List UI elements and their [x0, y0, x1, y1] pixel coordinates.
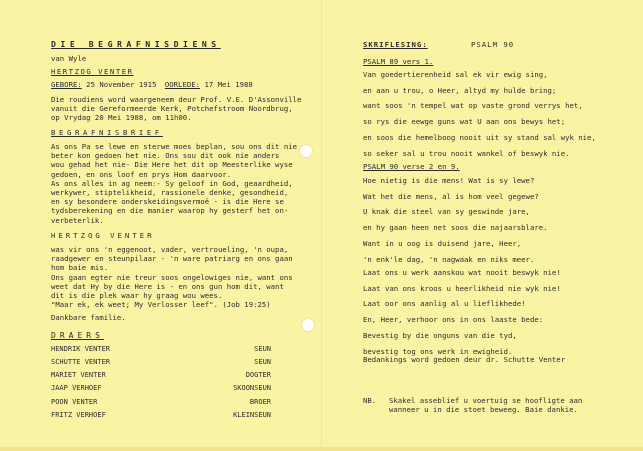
- verse-line: so seker sal u trou nooit wankel of beswyk nie.: [363, 148, 570, 158]
- text-line: op Vrydag 20 Mei 1988, om 11h00.: [51, 113, 192, 123]
- bearer-name: HENDRIK VENTER: [51, 345, 111, 353]
- text-line: wou gehad het nie- Die Here het dit op Meesterlike wyse: [51, 160, 293, 170]
- psalm2-verse-continued: [363, 265, 561, 359]
- psalm2-verse: [363, 173, 548, 267]
- reading-value: PSALM 90: [471, 40, 515, 49]
- text-line: hom baie mis.: [51, 263, 109, 273]
- verse-line: en hy gaan heen net soos die najaarsblare.: [363, 223, 548, 233]
- text-line: weet dat Hy by die Here is - en ons gun hom dit, want: [51, 281, 284, 291]
- psalm1-verse: [363, 67, 596, 161]
- bearer-name: POON VENTER: [51, 398, 98, 406]
- letter-paragraph: [51, 142, 297, 225]
- bearer-relation: SEUN: [254, 345, 271, 353]
- verse-line: Laat ons u werk aanskou wat nooit beswyk nie!: [363, 268, 561, 277]
- bearer-name: FRITZ VERHOEF: [51, 411, 106, 419]
- bearer-relation: SKOONSEUN: [233, 384, 271, 392]
- bearer-name: SCHUTTE VENTER: [51, 358, 111, 366]
- punch-hole: [302, 319, 314, 331]
- text-line: werkywer, stiptelikheid, rassionele denke, gesondheid,: [51, 188, 289, 198]
- text-line: verbeterlik.: [51, 215, 104, 225]
- tribute-paragraph: [51, 245, 293, 309]
- verse-line: Bevestig by die onguns van die tyd,: [363, 330, 517, 340]
- reading-label: SKRIFLESING:: [363, 40, 428, 49]
- text-line: tydsberekening en die manier waarop hy gesterf het on-: [51, 206, 289, 216]
- died-date: 17 Mei 1988: [204, 80, 253, 89]
- note-label: NB.: [363, 396, 377, 405]
- born-date: 25 November 1915: [86, 80, 157, 89]
- tribute-name: HERTZOG VENTER: [51, 231, 155, 240]
- text-line: beter kon gedoen het nie. Ons sou dit ook nie anders: [51, 151, 280, 161]
- bearer-relation: SEUN: [254, 358, 271, 366]
- text-line: gedoen, en ons loof en prys Hom daarvoor.: [51, 169, 232, 179]
- punch-hole: [300, 145, 312, 157]
- died-label: OORLEDE:: [164, 80, 201, 89]
- text-line: Die roudiens word waargeneem deur Prof. V.E. D'Assonville: [51, 95, 302, 104]
- text-line: "Maar ek, ek weet; My Verlosser leef". (Job 19:25): [51, 300, 271, 310]
- text-line: vanuit die Gereformeerde Kerk, Potchefstroom Noordbrug,: [51, 104, 293, 114]
- verse-line: en soos die hemelboog nooit uit sy stand sal wyk nie,: [363, 132, 596, 142]
- dates-line: [51, 80, 253, 89]
- acknowledgement: Bedankings word gedoen deur dr. Schutte Venter: [363, 355, 566, 364]
- deceased-name: HERTZOG VENTER: [51, 67, 134, 76]
- psalm1-reference: PSALM 89 vers 1.: [363, 57, 434, 66]
- verse-line: Wat het die mens, al is hom veel gegewe?: [363, 191, 539, 201]
- text-line: Skakel asseblief u voertuig se hoofligte aan: [389, 396, 583, 405]
- verse-line: Van goedertierenheid sal ek vir ewig sing,: [363, 70, 548, 79]
- verse-line: Laat van ons kroos u heerlikheid nie wyk nie!: [363, 283, 561, 293]
- verse-line: en aan u trou, o Heer, altyd my hulde bring;: [363, 85, 557, 95]
- text-line: was vir ons 'n eggenoot, vader, vertroueling, 'n oupa,: [51, 245, 289, 254]
- verse-line: so rys die eewge guns wat U aan ons bewys het;: [363, 117, 566, 127]
- fold-line: [321, 0, 322, 451]
- text-line: raadgewer en steunpilaar - 'n ware patriarg en ons gaan: [51, 254, 293, 264]
- bearers-heading: DRAERS: [51, 331, 104, 340]
- verse-line: want soos 'n tempel wat op vaste grond verrys het,: [363, 101, 583, 111]
- text-line: en sy besondere onderskeidingsvermoë - is die Here se: [51, 197, 284, 207]
- verse-line: Want in u oog is duisend jare, Heer,: [363, 238, 522, 248]
- thanks-signature: Dankbare familie.: [51, 313, 126, 322]
- bearer-relation: DOGTER: [245, 371, 271, 379]
- text-line: wanneer u in die stoet beweeg. Baie dankie.: [389, 405, 578, 414]
- born-label: GEBORE:: [51, 80, 82, 89]
- letter-heading: BEGRAFNISBRIEF: [51, 128, 163, 137]
- verse-line: bevestig tog ons werk in ewigheid.: [363, 346, 513, 356]
- bearer-relation: BROER: [249, 398, 271, 406]
- text-line: As ons Pa se lewe en sterwe moes beplan, sou ons dit nie: [51, 142, 298, 151]
- text-line: dit is die plek waar hy graag wou wees.: [51, 291, 223, 301]
- bearer-name: JAAP VERHOEF: [51, 384, 102, 392]
- verse-line: En, Heer, verhoor ons in ons laaste bede:: [363, 315, 544, 325]
- bearer-name: MARIET VENTER: [51, 371, 106, 379]
- note-text: [389, 396, 582, 414]
- subtitle: van Wyle: [51, 54, 87, 63]
- verse-line: U knak die steel van sy geswinde jare,: [363, 207, 530, 217]
- service-paragraph: [51, 95, 301, 123]
- text-line: Ons gaan egter nie treur soos ongelowiges nie, want ons: [51, 272, 293, 282]
- verse-line: Hoe nietig is die mens! Wat is sy lewe?: [363, 176, 535, 185]
- verse-line: 'n enk'le dag, 'n nagwaak en niks meer.: [363, 254, 535, 264]
- bearer-relation: KLEINSEUN: [233, 411, 271, 419]
- page-title: DIE BEGRAFNISDIENS: [51, 39, 221, 49]
- verse-line: Laat oor ons aanlig al u lieflikhede!: [363, 299, 526, 309]
- psalm2-reference: PSALM 90 verse 2 en 9.: [363, 162, 460, 171]
- text-line: As ons alles in ag neem:- Sy geloof in God, geaardheid,: [51, 178, 293, 188]
